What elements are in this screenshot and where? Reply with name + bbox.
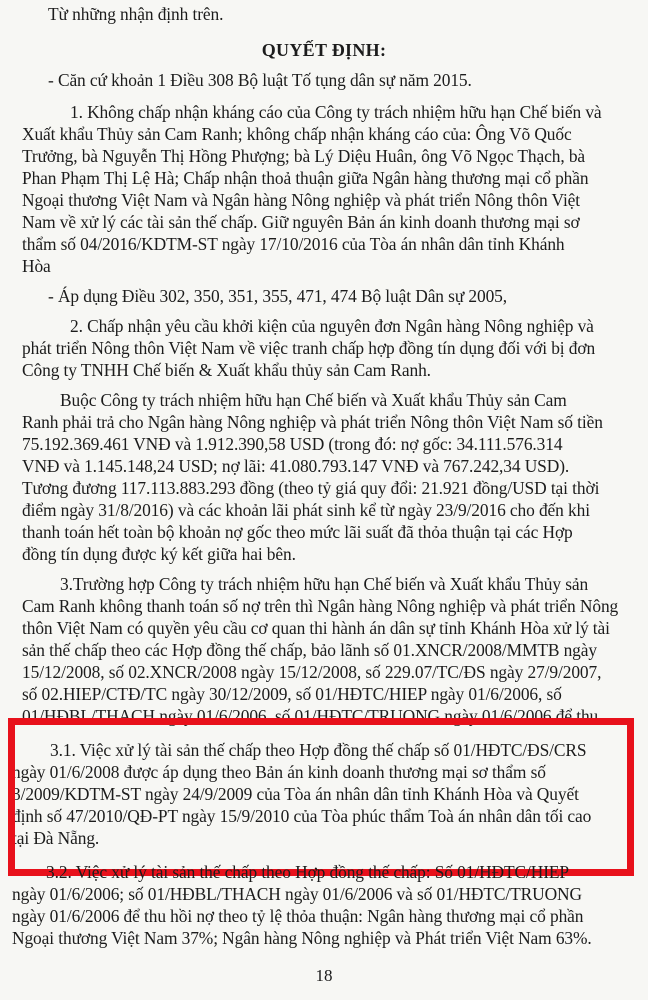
paragraph-line: 3.2. Việc xử lý tài sản thế chấp theo Hợp đồng thế chấp: Số 01/HĐTC/HIEP [46,862,569,882]
paragraph-line: VNĐ và 1.145.148,24 USD; nợ lãi: 41.080.793.147 VNĐ và 767.242,34 USD). [22,456,570,476]
paragraph-line: Ranh phải trả cho Ngân hàng Nông nghiệp và phát triển Nông thôn Việt Nam số tiền [22,412,603,432]
paragraph-line: Công ty TNHH Chế biến & Xuất khẩu thủy sản Cam Ranh. [22,360,431,380]
paragraph-line: thẩm số 04/2016/KDTM-ST ngày 17/10/2016 của Tòa án nhân dân tỉnh Khánh [22,234,565,254]
paragraph-line: Phan Phạm Thị Lệ Hà; Chấp nhận thoả thuận giữa Ngân hàng thương mại cổ phần [22,168,589,188]
paragraph-line: phát triển Nông thôn Việt Nam về việc tranh chấp hợp đồng tín dụng đối với bị đơn [22,338,596,358]
decision-title: QUYẾT ĐỊNH: [261,40,387,60]
red-highlight-box [8,718,634,876]
paragraph-line: 3.1. Việc xử lý tài sản thế chấp theo Hợp đồng thế chấp số 01/HĐTC/ĐS/CRS [50,740,587,760]
paragraph-line: ngày 01/6/2006 để thu hồi nợ theo tỷ lệ thỏa thuận: Ngân hàng thương mại cổ phần [12,906,584,926]
paragraph-line: 3/2009/KDTM-ST ngày 24/9/2009 của Tòa án nhân dân tỉnh Khánh Hòa và Quyết [12,784,579,804]
paragraph-line: 01/HĐBL/THACH ngày 01/6/2006, số 01/HĐTC/TRUONG ngày 01/6/2006 để thu [22,706,599,726]
paragraph-line: Hòa [22,256,51,276]
paragraph-line: 75.192.369.461 VNĐ và 1.912.390,58 USD (trong đó: nợ gốc: 34.111.576.314 [22,434,563,454]
paragraph-line: tại Đà Nẵng. [12,828,100,848]
paragraph-line: điểm ngày 31/8/2016) và các khoản lãi phát sinh kể từ ngày 23/9/2016 cho đến khi [22,500,590,520]
paragraph-line: định số 47/2010/QĐ-PT ngày 15/9/2010 của Tòa phúc thẩm Toà án nhân dân tối cao [12,806,592,826]
paragraph-line: thôn Việt Nam có quyền yêu cầu cơ quan thi hành án dân sự tỉnh Khánh Hòa xử lý tài [22,618,610,638]
paragraph-line: Ngoại thương Việt Nam và Ngân hàng Nông nghiệp và phát triển Nông thôn Việt [22,190,581,210]
paragraph-line: Nam về xử lý các tài sản thế chấp. Giữ nguyên Bản án kinh doanh thương mại sơ [22,212,580,232]
page-number: 18 [315,966,333,985]
paragraph-line: Ngoại thương Việt Nam 37%; Ngân hàng Nông nghiệp và Phát triển Việt Nam 63%. [12,928,592,948]
legal-basis-line: - Áp dụng Điều 302, 350, 351, 355, 471, 474 Bộ luật Dân sự 2005, [48,286,508,306]
paragraph-line: Xuất khẩu Thủy sản Cam Ranh; không chấp nhận kháng cáo của: Ông Võ Quốc [22,124,572,144]
paragraph-line: 3.Trường hợp Công ty trách nhiệm hữu hạn Chế biến và Xuất khẩu Thủy sản [60,574,589,594]
paragraph-line: 15/12/2008, số 02.XNCR/2008 ngày 15/12/2008, số 229.07/TC/ĐS ngày 27/9/2007, [22,662,602,682]
paragraph-line: đồng tín dụng được ký kết giữa hai bên. [22,544,296,564]
paragraph-line: Cam Ranh không thanh toán số nợ trên thì Ngân hàng Nông nghiệp và phát triển Nông [22,596,619,616]
paragraph-line: thanh toán hết toàn bộ khoản nợ gốc theo mức lãi suất đã thỏa thuận tại các Hợp [22,522,573,542]
paragraph-line: 1. Không chấp nhận kháng cáo của Công ty trách nhiệm hữu hạn Chế biến và [70,102,602,122]
paragraph-line: ngày 01/6/2006; số 01/HĐBL/THACH ngày 01/6/2006 và số 01/HĐTC/TRUONG [12,884,582,904]
paragraph-line: ngày 01/6/2008 được áp dụng theo Bản án kinh doanh thương mại sơ thẩm số [12,762,546,782]
intro-line: Từ những nhận định trên. [48,4,224,24]
paragraph-line: Buộc Công ty trách nhiệm hữu hạn Chế biến và Xuất khẩu Thủy sản Cam [60,390,567,410]
legal-basis-line: - Căn cứ khoản 1 Điều 308 Bộ luật Tố tụng dân sự năm 2015. [48,70,472,90]
paragraph-line: số 02.HIEP/CTĐ/TC ngày 30/12/2009, số 01/HĐTC/HIEP ngày 01/6/2006, số [22,684,562,704]
paragraph-line: Trưởng, bà Nguyễn Thị Hồng Phượng; bà Lý Diệu Huân, ông Võ Ngọc Thạch, bà [22,146,586,166]
paragraph-line: Tương đương 117.113.883.293 đồng (theo tỷ giá quy đổi: 21.921 đồng/USD tại thời [22,478,600,498]
paragraph-line: 2. Chấp nhận yêu cầu khởi kiện của nguyên đơn Ngân hàng Nông nghiệp và [70,316,594,336]
paragraph-line: sản thế chấp theo các Hợp đồng thế chấp, bảo lãnh số 01.XNCR/2008/MMTB ngày [22,640,597,660]
